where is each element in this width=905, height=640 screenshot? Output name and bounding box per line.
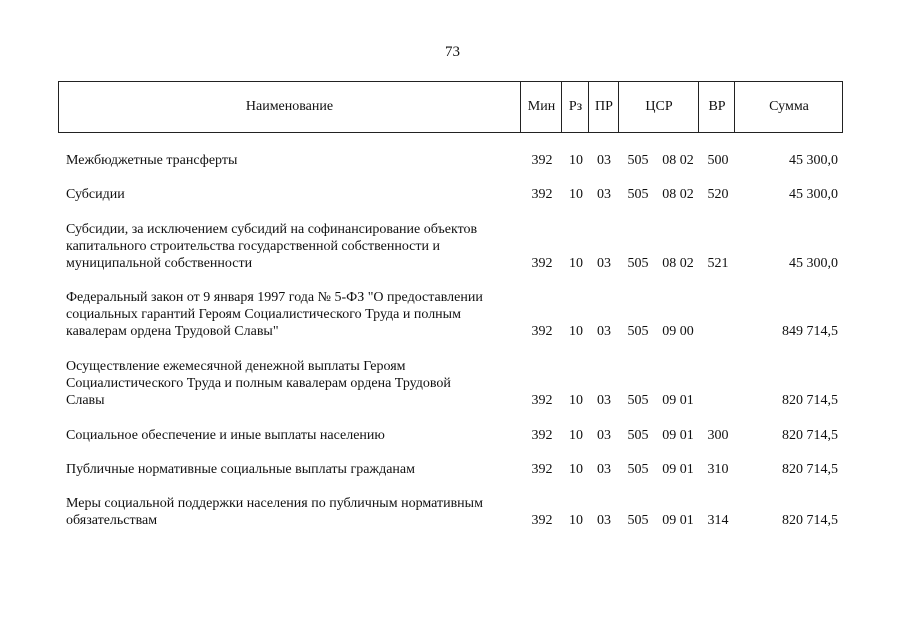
row-rz: 10 xyxy=(569,462,583,477)
row-rz: 10 xyxy=(569,256,583,271)
row-min: 392 xyxy=(531,256,553,271)
row-pr: 03 xyxy=(597,187,611,202)
row-csr-program: 505 xyxy=(627,513,649,528)
row-csr-subprogram: 08 02 xyxy=(662,153,694,168)
row-rz: 10 xyxy=(569,428,583,443)
row-sum: 849 714,5 xyxy=(782,324,838,339)
row-sum: 820 714,5 xyxy=(782,462,838,477)
row-csr-program: 505 xyxy=(627,428,649,443)
row-csr-program: 505 xyxy=(627,153,649,168)
row-rz: 10 xyxy=(569,393,583,408)
row-name: Субсидии, за исключением субсидий на софинансирование объектов капитального строительства государственной собственности и муниципальной собственности xyxy=(66,222,478,271)
row-name: Социальное обеспечение и иные выплаты населению xyxy=(66,428,385,443)
row-name: Публичные нормативные социальные выплаты гражданам xyxy=(66,462,415,477)
row-csr-subprogram: 09 01 xyxy=(662,513,694,528)
row-rz: 10 xyxy=(569,513,583,528)
row-pr: 03 xyxy=(597,428,611,443)
row-min: 392 xyxy=(531,324,553,339)
table-row xyxy=(0,461,905,478)
row-csr-subprogram: 09 01 xyxy=(662,428,694,443)
row-csr-program: 505 xyxy=(627,324,649,339)
header-pr: ПР xyxy=(588,82,619,132)
row-pr: 03 xyxy=(597,324,611,339)
row-min: 392 xyxy=(531,153,553,168)
row-rz: 10 xyxy=(569,324,583,339)
header-rz: Рз xyxy=(561,82,589,132)
header-min: Мин xyxy=(520,82,562,132)
row-vr: 500 xyxy=(707,153,729,168)
row-csr-subprogram: 08 02 xyxy=(662,256,694,271)
header-csr: ЦСР xyxy=(618,82,699,132)
page-number: 73 xyxy=(445,44,460,60)
header-name: Наименование xyxy=(245,99,334,114)
row-sum: 45 300,0 xyxy=(789,256,838,271)
row-csr-program: 505 xyxy=(627,256,649,271)
row-min: 392 xyxy=(531,393,553,408)
row-name: Межбюджетные трансферты xyxy=(66,153,238,168)
table-header xyxy=(58,81,843,133)
header-vr: ВР xyxy=(698,82,735,132)
row-sum: 820 714,5 xyxy=(782,513,838,528)
row-vr: 300 xyxy=(707,428,729,443)
row-vr: 314 xyxy=(707,513,729,528)
row-name: Федеральный закон от 9 января 1997 года № 5-ФЗ "О предоставлении социальных гарантий Героям Социалистического Труда и полным кавалерам ордена Трудовой Славы" xyxy=(66,290,483,339)
table-row xyxy=(0,495,905,529)
row-vr: 310 xyxy=(707,462,729,477)
table-row xyxy=(0,152,905,169)
table-row xyxy=(0,289,905,340)
row-pr: 03 xyxy=(597,513,611,528)
table-row xyxy=(0,186,905,203)
row-min: 392 xyxy=(531,462,553,477)
row-rz: 10 xyxy=(569,187,583,202)
row-pr: 03 xyxy=(597,256,611,271)
row-min: 392 xyxy=(531,513,553,528)
row-vr: 521 xyxy=(707,256,729,271)
row-min: 392 xyxy=(531,428,553,443)
row-csr-subprogram: 09 01 xyxy=(662,393,694,408)
row-min: 392 xyxy=(531,187,553,202)
row-name: Субсидии xyxy=(66,187,125,202)
header-sum: Сумма xyxy=(734,82,843,132)
row-pr: 03 xyxy=(597,153,611,168)
row-rz: 10 xyxy=(569,153,583,168)
row-csr-subprogram: 08 02 xyxy=(662,187,694,202)
row-csr-program: 505 xyxy=(627,187,649,202)
row-csr-subprogram: 09 00 xyxy=(662,324,694,339)
row-vr: 520 xyxy=(707,187,729,202)
row-pr: 03 xyxy=(597,462,611,477)
table-row xyxy=(0,427,905,444)
table-row xyxy=(0,221,905,272)
row-sum: 820 714,5 xyxy=(782,393,838,408)
row-csr-subprogram: 09 01 xyxy=(662,462,694,477)
table-row xyxy=(0,358,905,409)
row-csr-program: 505 xyxy=(627,393,649,408)
row-sum: 45 300,0 xyxy=(789,187,838,202)
row-pr: 03 xyxy=(597,393,611,408)
row-sum: 45 300,0 xyxy=(789,153,838,168)
row-sum: 820 714,5 xyxy=(782,428,838,443)
row-name: Меры социальной поддержки населения по публичным нормативным обязательствам xyxy=(66,496,483,528)
row-name: Осуществление ежемесячной денежной выплаты Героям Социалистического Труда и полным кавалерам ордена Трудовой Славы xyxy=(66,359,451,408)
row-csr-program: 505 xyxy=(627,462,649,477)
